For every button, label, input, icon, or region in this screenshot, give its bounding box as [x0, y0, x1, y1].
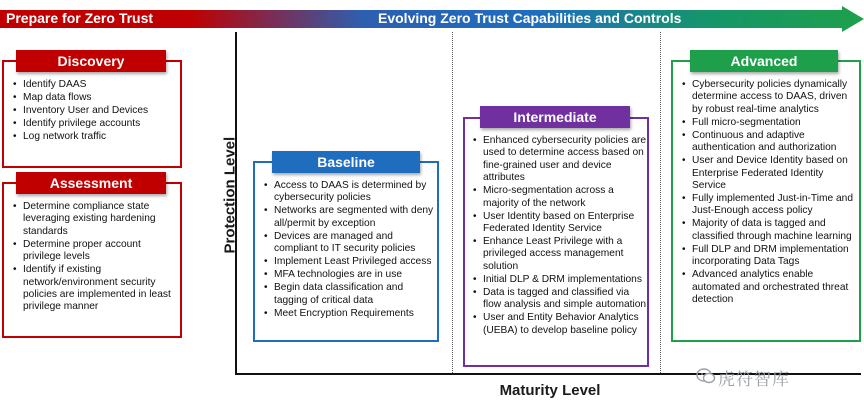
- list-item: • Determine compliance state leveraging existing hardening standards: [12, 201, 180, 238]
- list-item: • User and Device Identity based on Enterprise Federated Identity Service: [681, 155, 859, 192]
- list-item: • Map data flows: [12, 92, 178, 104]
- banner-right-label: Evolving Zero Trust Capabilities and Controls: [378, 10, 682, 26]
- list-item: • Begin data classification and tagging of critical data: [263, 282, 437, 307]
- list-item: • Data is tagged and classified via flow analysis and simple automation: [472, 287, 648, 312]
- discovery-title: Discovery: [16, 50, 166, 72]
- list-item: • User and Entity Behavior Analytics (UEBA) to develop baseline policy: [472, 312, 648, 337]
- x-axis-label: Maturity Level: [499, 382, 601, 399]
- list-item: • Full micro-segmentation: [681, 117, 859, 129]
- list-item: • MFA technologies are in use: [263, 269, 437, 281]
- advanced-title: Advanced: [690, 50, 838, 72]
- intermediate-list: [472, 135, 648, 338]
- list-item: • Cybersecurity policies dynamically determine access to DAAS, driven by robust real-time analytics: [681, 79, 859, 116]
- list-item: • Initial DLP & DRM implementations: [472, 274, 648, 286]
- list-item: • Networks are segmented with deny all/permit by exception: [263, 205, 437, 230]
- wechat-icon: [696, 367, 716, 385]
- list-item: • Enhance Least Privilege with a privileged access management solution: [472, 236, 648, 273]
- list-item: • Identify privilege accounts: [12, 118, 178, 130]
- discovery-list: [12, 79, 178, 144]
- list-item: • Continuous and adaptive authentication and authorization: [681, 130, 859, 155]
- list-item: • User Identity based on Enterprise Federated Identity Service: [472, 211, 648, 236]
- list-item: • Identify if existing network/environment security policies are implemented in least privilege manner: [12, 264, 180, 314]
- watermark-text: 虎符智库: [718, 370, 790, 389]
- list-item: • Inventory User and Devices: [12, 105, 178, 117]
- list-item: • Majority of data is tagged and classified through machine learning: [681, 218, 859, 243]
- list-item: • Micro-segmentation across a majority of the network: [472, 185, 648, 210]
- intermediate-title: Intermediate: [480, 106, 630, 128]
- advanced-list: [681, 79, 859, 307]
- stage-divider: [452, 32, 453, 373]
- list-item: • Meet Encryption Requirements: [263, 308, 437, 320]
- banner-left-label: Prepare for Zero Trust: [6, 10, 154, 26]
- list-item: • Access to DAAS is determined by cybersecurity policies: [263, 180, 437, 205]
- list-item: • Implement Least Privileged access: [263, 256, 437, 268]
- list-item: • Devices are managed and compliant to IT security policies: [263, 231, 437, 256]
- baseline-list: [263, 180, 437, 321]
- list-item: • Log network traffic: [12, 131, 178, 143]
- list-item: • Advanced analytics enable automated and orchestrated threat detection: [681, 269, 859, 306]
- assessment-title: Assessment: [16, 172, 166, 194]
- assessment-list: [12, 201, 180, 314]
- baseline-title: Baseline: [272, 151, 420, 173]
- list-item: • Full DLP and DRM implementation incorporating Data Tags: [681, 244, 859, 269]
- list-item: • Enhanced cybersecurity policies are used to determine access based on fine-grained user and device attributes: [472, 135, 648, 185]
- stage-divider: [660, 32, 661, 373]
- list-item: • Fully implemented Just-in-Time and Just-Enough access policy: [681, 193, 859, 218]
- list-item: • Determine proper account privilege levels: [12, 239, 180, 264]
- list-item: • Identify DAAS: [12, 79, 178, 91]
- y-axis-label: Protection Level: [221, 136, 239, 254]
